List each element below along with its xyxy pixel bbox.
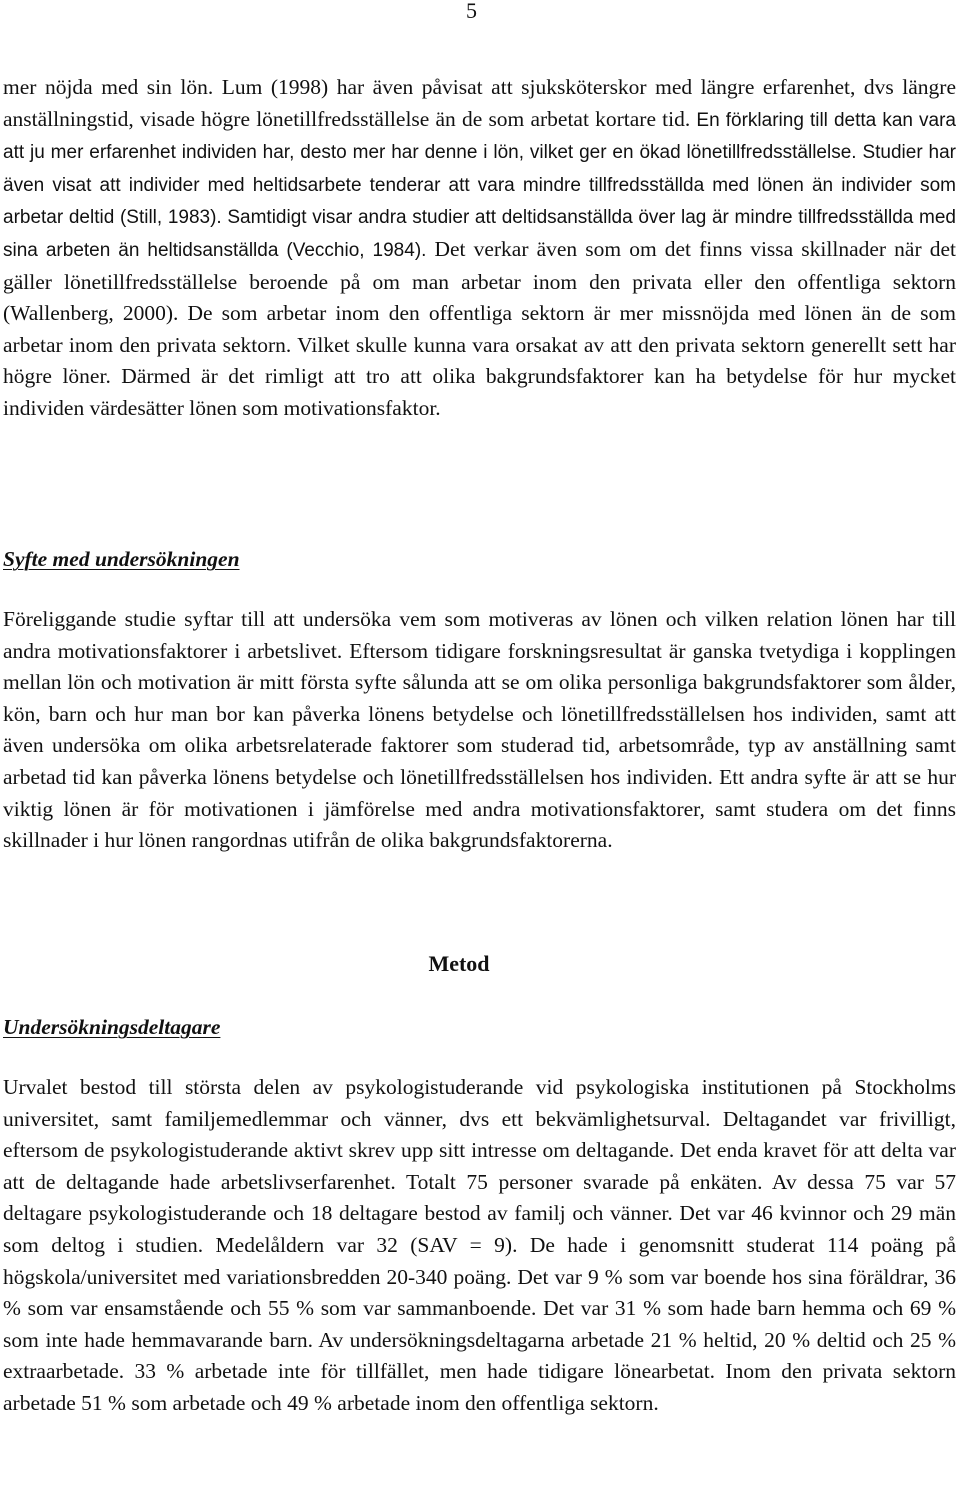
page-number: 5	[466, 0, 477, 23]
section-heading-syfte: Syfte med undersökningen	[3, 547, 240, 571]
subsection-heading-undersokningsdeltagare: Undersökningsdeltagare	[3, 1015, 221, 1039]
section-heading-metod: Metod	[428, 951, 490, 976]
paragraph-lonetillfredsstallelse	[3, 72, 956, 425]
paragraph-segment: mer nöjda med sin lön. Lum (1998) har även påvisat att sjuksköterskor med längre erfarenhet, dvs längre anställningstid, visade högre lönetillfredsställelse än de som arbetat kortare tid.	[3, 75, 956, 131]
paragraph-segment: En förklaring till detta kan vara att ju mer erfarenhet individen har, desto mer har denne i lön, vilket ger en ökad lönetillfredsställelse. Studier har även visat att individer med heltidsarbete tenderar att vara mindre tillfredsställda med lönen än individer som arbetar deltid (Still, 1983). Samtidigt visar andra studier att deltidsanställda över lag är mindre tillfredsställda med sina arbeten än heltidsanställda (Vecchio, 1984).	[3, 109, 956, 261]
paragraph-syfte: Föreliggande studie syftar till att undersöka vem som motiveras av lönen och vilken relation lönen har till andra motivationsfaktorer i arbetslivet. Eftersom tidigare forskningsresultat är ganska tvetydiga i kopplingen mellan lön och motivation är mitt första syfte sålunda att se om olika personliga bakgrundsfaktorer som ålder, kön, barn och hur man bor kan påverka lönens betydelse och lönetillfredsställelsen hos individen, samt att även undersöka om olika arbetsrelaterade faktorer som studerad tid, arbetsområde, typ av anställning samt arbetad tid kan påverka lönens betydelse och lönetillfredsställelsen hos individen. Ett andra syfte är att se hur viktig lönen är för motivationen i jämförelse med andra motivationsfaktorer, samt studera om det finns skillnader i hur lönen rangordnas utifrån de olika bakgrundsfaktorerna.	[3, 607, 956, 853]
paragraph-undersokningsdeltagare: Urvalet bestod till största delen av psykologistuderande vid psykologiska institutionen på Stockholms universitet, samt familjemedlemmar och vänner, dvs ett bekvämlighetsurval. Deltagandet var frivilligt, eftersom de psykologistuderande aktivt skrev upp sitt intresse om deltagande. Det enda kravet för att delta var att de deltagande hade arbetslivserfarenhet. Totalt 75 personer svarade på enkäten. Av dessa 75 var 57 deltagare psykologistuderande och 18 deltagare bestod av familj och vänner. Det var 46 kvinnor och 29 män som deltog i studien. Medelåldern var 32 (SAV = 9). De hade i genomsnitt studerat 114 poäng på högskola/universitet med variationsbredden 20-340 poäng. Det var 9 % som var boende hos sina föräldrar, 36 % som var ensamstående och 55 % som var sammanboende. Det var 31 % som hade barn hemma och 69 % som inte hade hemmavarande barn. Av undersökningsdeltagarna arbetade 21 % heltid, 20 % deltid och 25 % extraarbetade. 33 % arbetade inte för tillfället, men hade tidigare lönearbetat. Inom den privata sektorn arbetade 51 % som arbetade och 49 % arbetade inom den offentliga sektorn.	[3, 1075, 956, 1415]
paragraph-segment: Det verkar även som om det finns vissa skillnader när det gäller lönetillfredsställelse beroende på om man arbetar inom den privata eller den offentliga sektorn (Wallenberg, 2000). De som arbetar inom den offentliga sektorn är mer missnöjda med lönen än de som arbetar inom den privata sektorn. Vilket skulle kunna vara orsakat av att den privata sektorn generellt sett har högre löner. Därmed är det rimligt att tro att olika bakgrundsfaktorer kan ha betydelse för hur mycket individen värdesätter lönen som motivationsfaktor.	[3, 236, 956, 420]
